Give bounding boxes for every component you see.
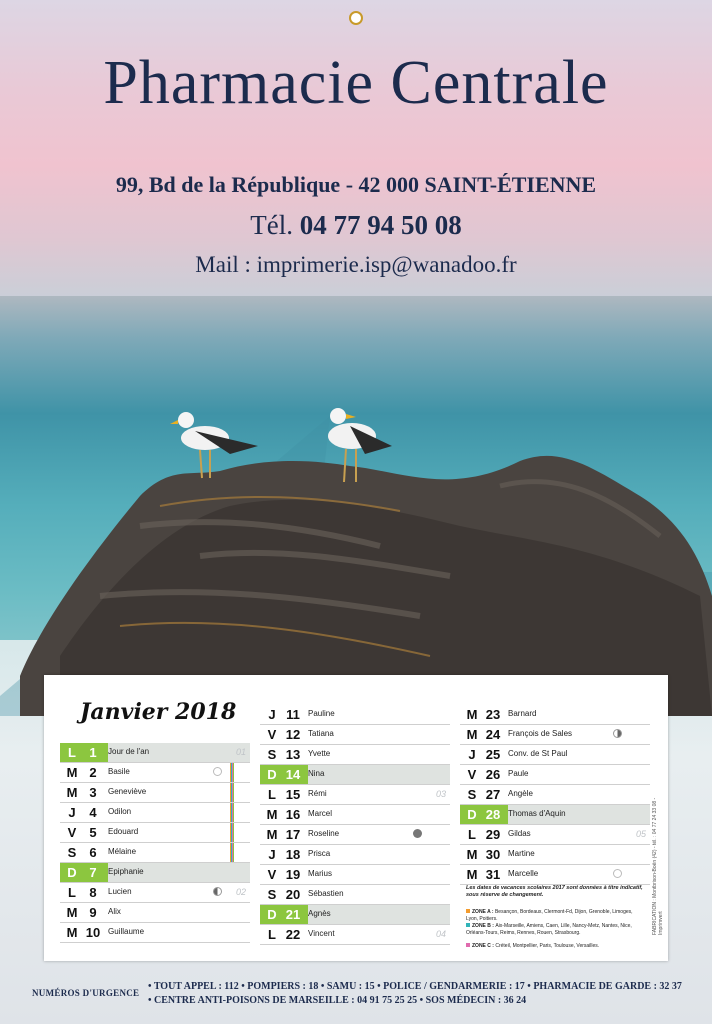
business-address: 99, Bd de la République - 42 000 SAINT-ÉTIENNE [115,172,597,197]
day-number: 12 [285,727,301,742]
day-row [460,765,650,785]
zone-label: ZONE C : [472,943,496,949]
weekday-letter: V [67,825,77,840]
day-number: 21 [285,907,301,922]
business-phone [0,210,712,241]
day-number: 6 [89,845,97,860]
weekday-letter: S [267,887,277,902]
school-zone [466,909,644,922]
emergency-line-2: • CENTRE ANTI-POISONS DE MARSEILLE : 04 91 75 25 25 • SOS MÉDECIN : 36 24 [148,995,527,1006]
saint-name: Epiphanie [108,867,144,876]
day-number: 13 [285,747,301,762]
weekday-letter: L [68,745,76,760]
day-row [460,805,650,825]
saint-name: Vincent [308,929,335,938]
saint-name: Barnard [508,709,537,718]
day-row [460,865,650,885]
emergency-line-1: • TOUT APPEL : 112 • POMPIERS : 18 • SAMU : 15 • POLICE / GENDARMERIE : 17 • PHARMACIE DE GARDE : 32 37 [148,981,682,992]
day-number: 24 [485,727,501,742]
day-number: 31 [485,867,501,882]
day-row [60,923,250,943]
day-row [260,845,450,865]
day-row [460,825,650,845]
weekday-letter: V [267,727,277,742]
weekday-letter: D [467,807,477,822]
zone-color-swatch [466,909,470,913]
day-number: 9 [89,905,97,920]
business-email: Mail : imprimerie.isp@wanadoo.fr [195,252,517,277]
weekday-letter: V [267,867,277,882]
day-row [60,743,250,763]
zone-label: ZONE A : [472,909,495,915]
weekday-letter: J [468,747,476,762]
day-number: 7 [89,865,97,880]
day-number: 10 [85,925,101,940]
saint-name: Tatiana [308,729,334,738]
phone-label: Tél. [250,210,293,240]
day-number: 22 [285,927,301,942]
phone-number: 04 77 94 50 08 [299,210,462,240]
week-number: 02 [235,887,246,897]
moon-phase-icon [413,829,422,838]
day-row [60,903,250,923]
weekday-letter: M [466,847,478,862]
zone-cities: Besançon, Bordeaux, Clermont-Fd, Dijon, Grenoble, Limoges, Lyon, Poitiers. [466,909,633,922]
seagulls-on-rock-photo [0,296,712,716]
weekday-letter: D [267,767,277,782]
zone-cities: Aix-Marseille, Amiens, Caen, Lille, Nancy-Metz, Nantes, Nice, Orléans-Tours, Reims, Rennes, Rouen, Strasbourg. [466,923,632,936]
month-title: Janvier 2018 [80,699,237,725]
hanging-hole [349,11,363,25]
day-row [460,745,650,765]
day-row [260,725,450,745]
day-number: 26 [485,767,501,782]
saint-name: Prisca [308,849,331,858]
day-row [260,905,450,925]
day-number: 1 [89,745,97,760]
weekday-letter: L [468,827,476,842]
weekday-letter: M [466,727,478,742]
day-number: 29 [485,827,501,842]
day-row [60,823,250,843]
weekday-letter: L [268,927,276,942]
day-number: 8 [89,885,97,900]
business-name: Pharmacie Centrale [103,49,609,117]
saint-name: Basile [108,767,130,776]
weekday-letter: M [466,867,478,882]
moon-phase-icon [613,729,622,738]
weekday-letter: D [267,907,277,922]
weekday-letter: M [66,765,78,780]
day-row [260,825,450,845]
saint-name: Agnès [308,909,331,918]
day-number: 25 [485,747,501,762]
day-row [60,763,250,783]
zone-label: ZONE B : [472,923,496,929]
week-number: 01 [235,747,246,757]
day-row [60,783,250,803]
day-row [260,925,450,945]
saint-name: Guillaume [108,927,145,936]
day-row [60,863,250,883]
saint-name: Lucien [108,887,132,896]
day-row [260,885,450,905]
weekday-letter: L [268,787,276,802]
holiday-note: Les dates de vacances scolaires 2017 sont données à titre indicatif, sous réserve de changement. [466,885,643,898]
saint-name: Geneviève [108,787,147,796]
week-number: 03 [435,789,446,799]
saint-name: Odilon [108,807,132,816]
day-row [460,785,650,805]
day-number: 3 [89,785,97,800]
weekday-letter: J [268,847,276,862]
day-row [260,805,450,825]
day-row [260,745,450,765]
saint-name: Pauline [308,709,335,718]
saint-name: François de Sales [508,729,573,738]
day-row [460,725,650,745]
day-number: 27 [485,787,501,802]
moon-phase-icon [213,767,222,776]
week-number: 04 [435,929,446,939]
saint-name: Marius [308,869,333,878]
saint-name: Sébastien [308,889,344,898]
weekday-letter: S [67,845,77,860]
day-number: 15 [285,787,301,802]
zone-color-swatch [466,923,470,927]
day-number: 2 [89,765,97,780]
day-row [60,843,250,863]
saint-name: Mélaine [108,847,137,856]
day-row [460,705,650,725]
weekday-letter: L [68,885,76,900]
saint-name: Gildas [508,829,531,838]
emergency-title: NUMÉROS D'URGENCE [32,988,140,998]
day-number: 18 [285,847,301,862]
moon-phase-icon [213,887,222,896]
day-row [60,883,250,903]
day-number: 19 [285,867,301,882]
day-number: 28 [485,807,501,822]
day-row [460,845,650,865]
day-row [260,785,450,805]
emergency-numbers [0,978,712,1024]
saint-name: Alix [108,907,121,916]
weekday-letter: V [467,767,477,782]
saint-name: Marcelle [508,869,539,878]
saint-name: Rémi [308,789,327,798]
day-number: 16 [285,807,301,822]
weekday-letter: M [66,905,78,920]
day-row [260,705,450,725]
saint-name: Martine [508,849,535,858]
saint-name: Yvette [308,749,331,758]
zone-color-swatch [466,943,470,947]
weekday-letter: S [467,787,477,802]
school-zone [466,943,644,950]
saint-name: Marcel [308,809,333,818]
weekday-letter: J [268,707,276,722]
weekday-letter: M [66,925,78,940]
day-number: 23 [485,707,501,722]
day-number: 20 [285,887,301,902]
day-row [260,765,450,785]
weekday-letter: D [67,865,77,880]
saint-name: Roseline [308,829,340,838]
weekday-letter: M [266,807,278,822]
day-number: 4 [89,805,97,820]
weekday-letter: M [466,707,478,722]
day-number: 11 [286,707,300,722]
saint-name: Conv. de St Paul [508,749,568,758]
day-number: 14 [285,767,301,782]
fabrication-credit: FABRICATION : Montbrison-Boën (42) - tél. : 04 77 24 33 08 - Imprimvert [652,797,664,935]
zone-cities: Créteil, Montpellier, Paris, Toulouse, Versailles. [495,943,600,949]
saint-name: Paule [508,769,529,778]
saint-name: Edouard [108,827,139,836]
day-row [60,803,250,823]
saint-name: Nina [308,769,325,778]
day-number: 30 [485,847,501,862]
school-zone [466,923,644,936]
weekday-letter: M [66,785,78,800]
saint-name: Jour de l'an [108,747,150,756]
saint-name: Angèle [508,789,533,798]
day-number: 5 [89,825,97,840]
day-row [260,865,450,885]
weekday-letter: S [267,747,277,762]
calendar-card [44,675,668,961]
day-number: 17 [285,827,301,842]
weekday-letter: M [266,827,278,842]
saint-name: Thomas d'Aquin [508,809,566,818]
week-number: 05 [635,829,646,839]
weekday-letter: J [68,805,76,820]
moon-phase-icon [613,869,622,878]
